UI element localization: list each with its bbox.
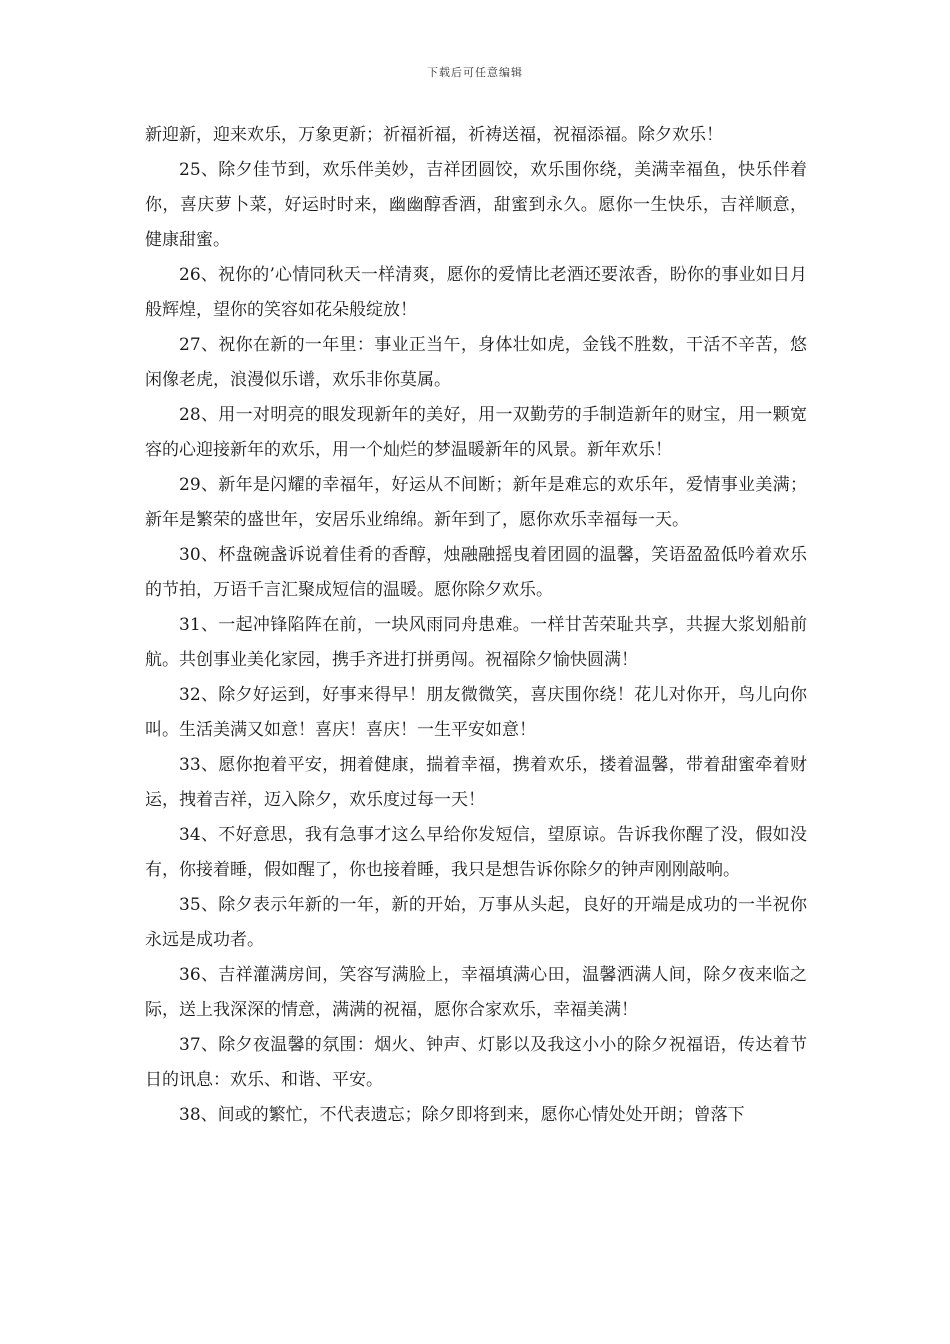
paragraph: 34、不好意思，我有急事才这么早给你发短信，望原谅。告诉我你醒了没，假如没有，你接着睡，假如醒了，你也接着睡，我只是想告诉你除夕的钟声刚刚敲响。: [145, 825, 807, 880]
paragraph: 28、用一对明亮的眼发现新年的美好，用一双勤劳的手制造新年的财宝，用一颗宽容的心迎接新年的欢乐，用一个灿烂的梦温暖新年的风景。新年欢乐！: [145, 405, 807, 460]
paragraph: 26、祝你的’心情同秋天一样清爽，愿你的爱情比老酒还要浓香，盼你的事业如日月般辉煌，望你的笑容如花朵般绽放！: [145, 265, 807, 320]
paragraph: 31、一起冲锋陷阵在前，一块风雨同舟患难。一样甘苦荣耻共享，共握大浆划船前航。共创事业美化家园，携手齐进打拼勇闯。祝福除夕愉快圆满！: [145, 615, 807, 670]
paragraph: 新迎新，迎来欢乐，万象更新；祈福祈福，祈祷送福，祝福添福。除夕欢乐！: [145, 125, 723, 145]
document-body: [145, 118, 807, 1133]
paragraph: 37、除夕夜温馨的氛围：烟火、钟声、灯影以及我这小小的除夕祝福语，传达着节日的讯息：欢乐、和谐、平安。: [145, 1035, 807, 1090]
paragraph: 30、杯盘碗盏诉说着佳肴的香醇，烛融融摇曳着团圆的温馨，笑语盈盈低吟着欢乐的节拍，万语千言汇聚成短信的温暖。愿你除夕欢乐。: [145, 545, 807, 600]
page-header: 下载后可任意编辑: [427, 66, 523, 79]
paragraph: 32、除夕好运到，好事来得早！朋友微微笑，喜庆围你绕！花儿对你开，鸟儿向你叫。生活美满又如意！喜庆！喜庆！一生平安如意！: [145, 685, 807, 740]
paragraph: 36、吉祥灌满房间，笑容写满脸上，幸福填满心田，温馨洒满人间，除夕夜来临之际，送上我深深的情意，满满的祝福，愿你合家欢乐，幸福美满！: [145, 965, 807, 1020]
paragraph: 27、祝你在新的一年里：事业正当午，身体壮如虎，金钱不胜数，干活不辛苦，悠闲像老虎，浪漫似乐谱，欢乐非你莫属。: [145, 335, 807, 390]
paragraph: 38、间或的繁忙，不代表遗忘；除夕即将到来，愿你心情处处开朗；曾落下: [179, 1105, 745, 1125]
paragraph: 33、愿你抱着平安，拥着健康，揣着幸福，携着欢乐，搂着温馨，带着甜蜜牵着财运，拽着吉祥，迈入除夕，欢乐度过每一天！: [145, 755, 807, 810]
paragraph: 29、新年是闪耀的幸福年，好运从不间断；新年是难忘的欢乐年，爱情事业美满；新年是繁荣的盛世年，安居乐业绵绵。新年到了，愿你欢乐幸福每一天。: [145, 475, 807, 530]
paragraph: 35、除夕表示年新的一年，新的开始，万事从头起，良好的开端是成功的一半祝你永远是成功者。: [145, 895, 807, 950]
paragraph: 25、除夕佳节到，欢乐伴美妙，吉祥团圆饺，欢乐围你绕，美满幸福鱼，快乐伴着你，喜庆萝卜菜，好运时时来，幽幽醇香酒，甜蜜到永久。愿你一生快乐，吉祥顺意，健康甜蜜。: [145, 160, 807, 250]
